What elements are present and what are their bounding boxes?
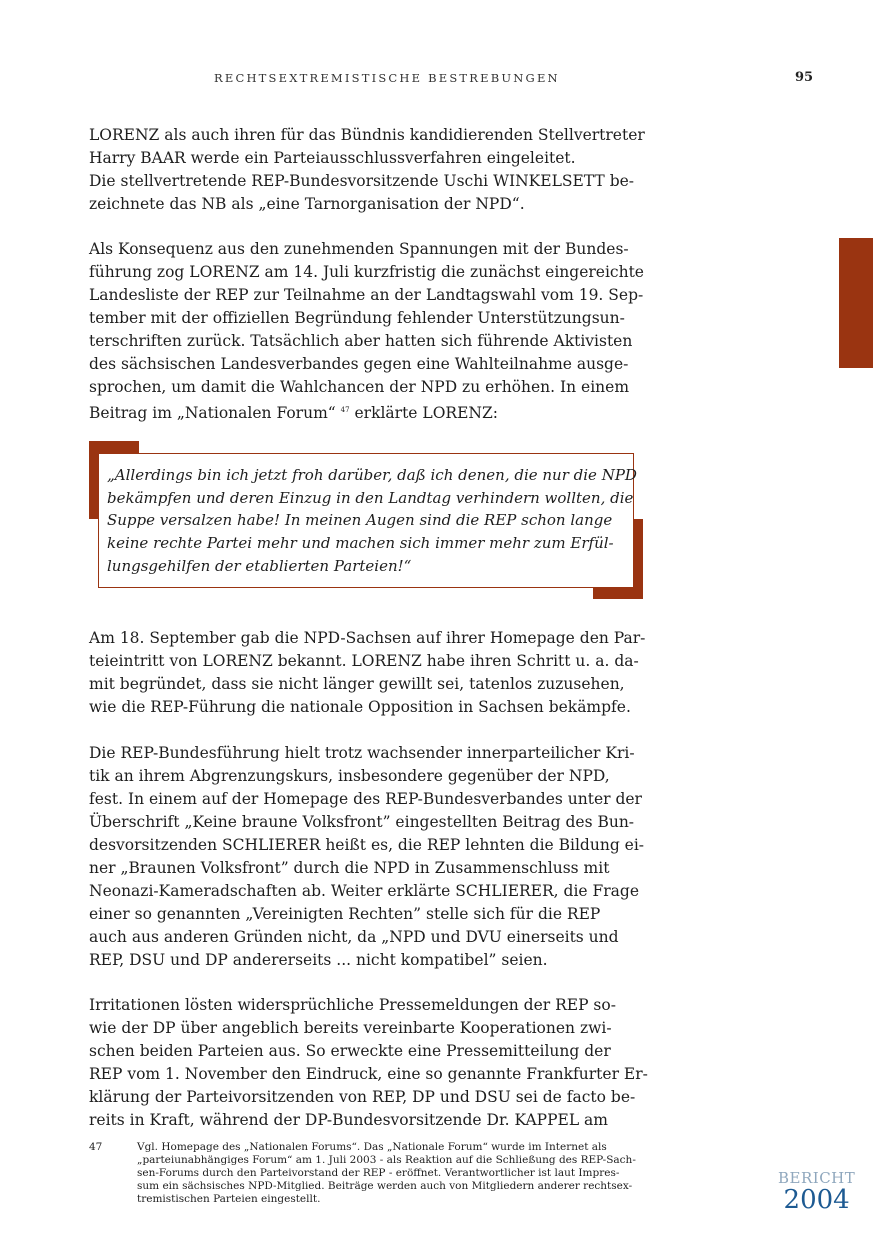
- text-line: Als Konsequenz aus den zunehmenden Spannungen mit der Bundes-: [89, 240, 629, 258]
- text-line: REP, DSU und DP andererseits ... nicht kompatibel” seien.: [89, 951, 548, 969]
- text-line: Am 18. September gab die NPD-Sachsen auf ihrer Homepage den Par-: [89, 629, 646, 647]
- quote-line: „Allerdings bin ich jetzt froh darüber, daß ich denen, die nur die NPD: [107, 466, 637, 484]
- text-line: schen beiden Parteien aus. So erweckte eine Pressemitteilung der: [89, 1042, 611, 1060]
- chapter-tab-marker: [839, 238, 873, 368]
- paragraph-4: [89, 742, 649, 972]
- text-line: tik an ihrem Abgrenzungskurs, insbesondere gegenüber der NPD,: [89, 767, 610, 785]
- footnote-line: sum ein sächsisches NPD-Mitglied. Beiträge werden auch von Mitgliedern anderer rechtsex-: [137, 1180, 633, 1192]
- text-line: Harry BAAR werde ein Parteiausschlussverfahren eingeleitet.: [89, 149, 576, 167]
- brand-year: 2004: [783, 1185, 850, 1215]
- quote-line: bekämpfen und deren Einzug in den Landtag verhindern wollten, die: [107, 488, 634, 507]
- text-line: führung zog LORENZ am 14. Juli kurzfristig die zunächst eingereichte: [89, 263, 644, 281]
- text-line: wie die REP-Führung die nationale Opposition in Sachsen bekämpfe.: [89, 698, 631, 716]
- text-line: sprochen, um damit die Wahlchancen der NPD zu erhöhen. In einem: [89, 378, 630, 396]
- footnote-reference[interactable]: 47: [340, 406, 350, 414]
- text-line: mit begründet, dass sie nicht länger gewillt sei, tatenlos zuzusehen,: [89, 675, 625, 693]
- quote-line: lungsgehilfen der etablierten Parteien!“: [107, 556, 412, 575]
- text-line: Landesliste der REP zur Teilnahme an der Landtagswahl vom 19. Sep-: [89, 286, 644, 304]
- running-head: RECHTSEXTREMISTISCHE BESTREBUNGEN: [214, 71, 560, 85]
- footnote-number: 47: [89, 1141, 103, 1153]
- text-line: auch aus anderen Gründen nicht, da „NPD und DVU einerseits und: [89, 928, 619, 946]
- text-segment: erklärte LORENZ:: [349, 404, 498, 422]
- text-line: terschriften zurück. Tatsächlich aber hatten sich führende Aktivisten: [89, 332, 633, 350]
- footnote-line: sen-Forums durch den Parteivorstand der REP - eröffnet. Verantwortlicher ist laut Impres-: [137, 1167, 620, 1179]
- page-number: 95: [795, 70, 814, 85]
- quote-line: keine rechte Partei mehr und machen sich immer mehr zum Erfül-: [107, 534, 614, 553]
- text-line: Neonazi-Kameradschaften ab. Weiter erklärte SCHLIERER, die Frage: [89, 882, 640, 900]
- footnote-line: tremistischen Parteien eingestellt.: [137, 1193, 321, 1205]
- text-line: wie der DP über angeblich bereits vereinbarte Kooperationen zwi-: [89, 1019, 612, 1037]
- text-line: zeichnete das NB als „eine Tarnorganisation der NPD“.: [89, 195, 525, 213]
- report-brand-logo: [778, 1170, 855, 1214]
- footnote-line: Vgl. Homepage des „Nationalen Forums“. Das „Nationale Forum“ wurde im Internet als: [137, 1141, 607, 1153]
- quote-box: [98, 453, 637, 588]
- quote-line: Suppe versalzen habe! In meinen Augen sind die REP schon lange: [107, 511, 613, 530]
- paragraph-5: [89, 994, 649, 1132]
- footnote-line: „parteiunabhängiges Forum“ am 1. Juli 2003 - als Reaktion auf die Schließung des REP-Sach-: [137, 1154, 636, 1166]
- footnote-text: [137, 1141, 636, 1206]
- text-line: Die stellvertretende REP-Bundesvorsitzende Uschi WINKELSETT be-: [89, 172, 635, 190]
- text-line: fest. In einem auf der Homepage des REP-Bundesverbandes unter der: [89, 790, 642, 808]
- text-line: REP vom 1. November den Eindruck, eine so genannte Frankfurter Er-: [89, 1065, 648, 1083]
- text-line: einer so genannten „Vereinigten Rechten” stelle sich für die REP: [89, 905, 601, 923]
- text-line: tember mit der offiziellen Begründung fehlender Unterstützungsun-: [89, 309, 625, 327]
- text-line: [89, 399, 649, 425]
- text-line: desvorsitzenden SCHLIERER heißt es, die REP lehnten die Bildung ei-: [89, 836, 645, 854]
- text-segment: Beitrag im „Nationalen Forum“: [89, 404, 341, 422]
- paragraph-2: [89, 238, 649, 425]
- text-line: teieintritt von LORENZ bekannt. LORENZ habe ihren Schritt u. a. da-: [89, 652, 639, 670]
- brand-word: BERICHT: [778, 1169, 856, 1187]
- text-line: Die REP-Bundesführung hielt trotz wachsender innerparteilicher Kri-: [89, 744, 635, 762]
- text-line: des sächsischen Landesverbandes gegen eine Wahlteilnahme ausge-: [89, 355, 629, 373]
- paragraph-1: [89, 124, 649, 216]
- text-line: LORENZ als auch ihren für das Bündnis kandidierenden Stellvertreter: [89, 126, 645, 144]
- text-line: klärung der Parteivorsitzenden von REP, DP und DSU sei de facto be-: [89, 1088, 636, 1106]
- text-line: ner „Braunen Volksfront” durch die NPD in Zusammenschluss mit: [89, 859, 610, 877]
- paragraph-3: [89, 627, 649, 719]
- quote-text: [107, 464, 637, 578]
- text-line: reits in Kraft, während der DP-Bundesvorsitzende Dr. KAPPEL am: [89, 1111, 609, 1129]
- text-line: Überschrift „Keine braune Volksfront” eingestellten Beitrag des Bun-: [89, 813, 635, 831]
- text-line: Irritationen lösten widersprüchliche Pressemeldungen der REP so-: [89, 996, 616, 1014]
